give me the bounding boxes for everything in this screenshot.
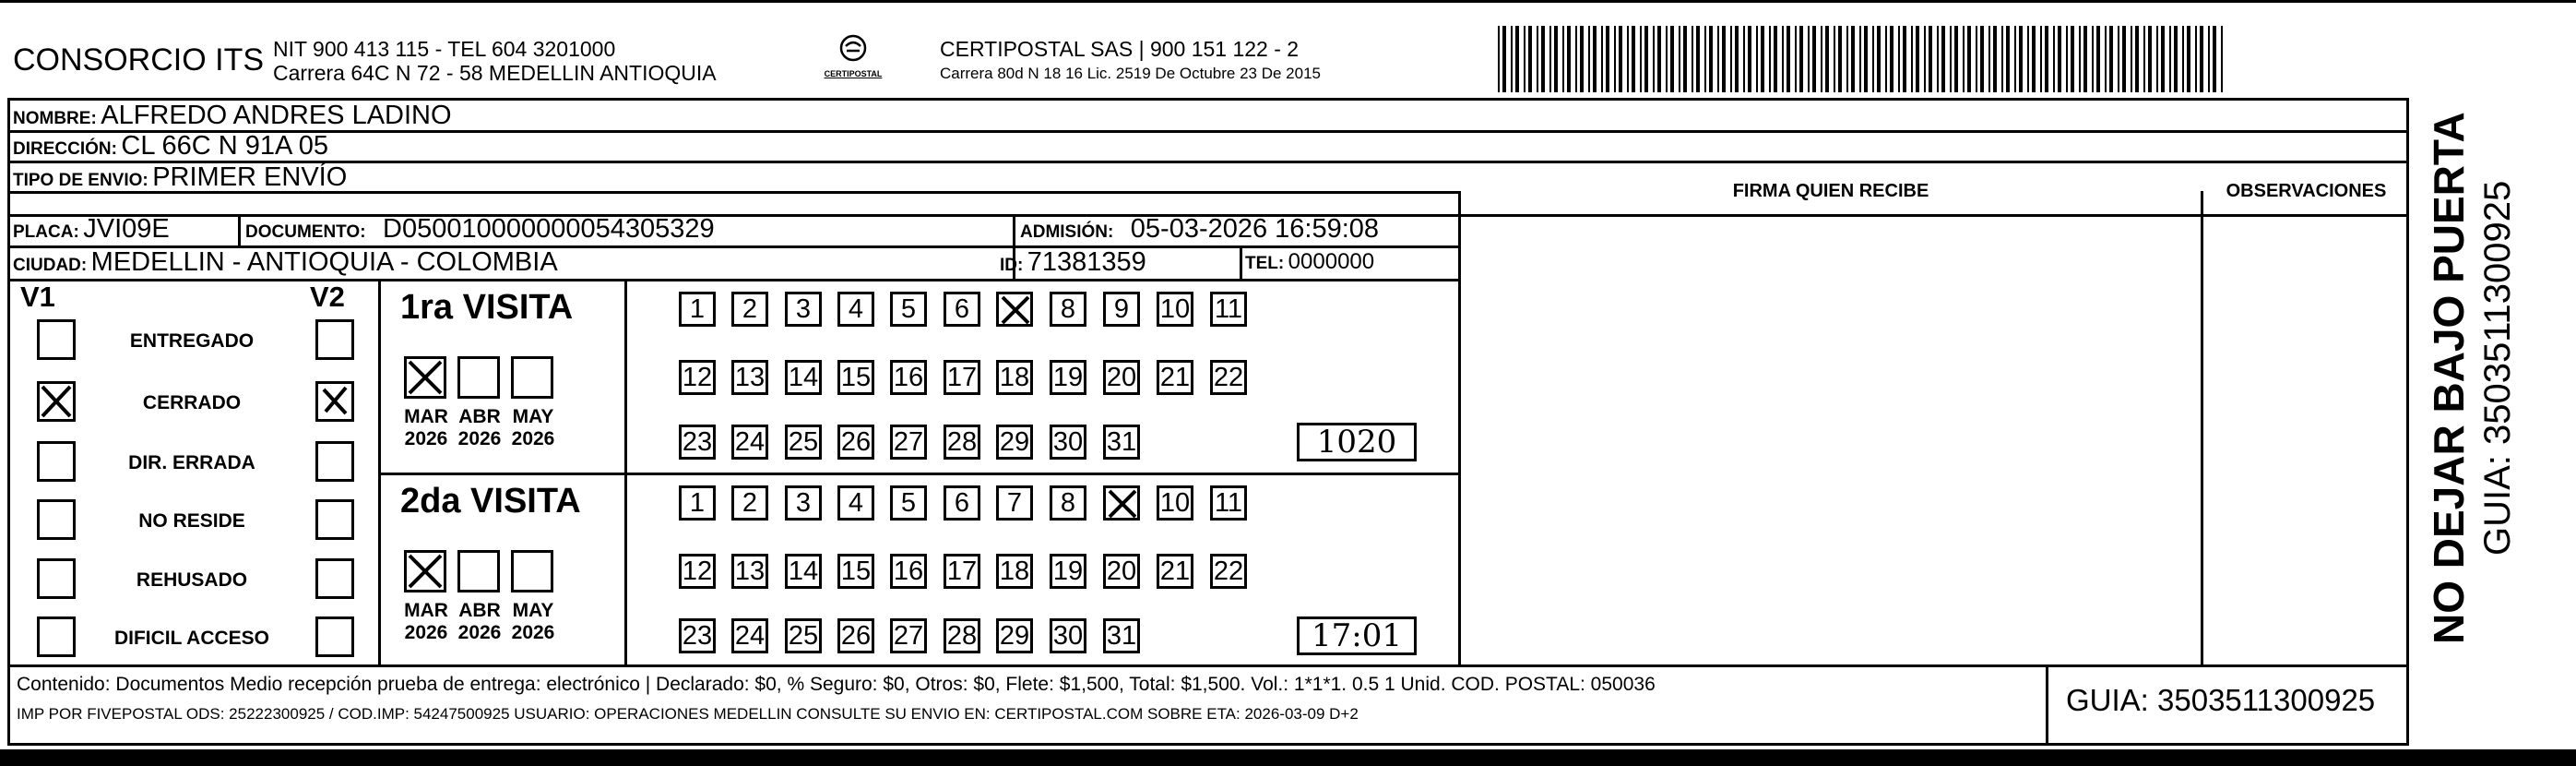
- day-box[interactable]: 13: [731, 360, 768, 395]
- day-box[interactable]: 15: [837, 360, 874, 395]
- day-box[interactable]: 19: [1050, 554, 1086, 589]
- day-box[interactable]: 5: [890, 485, 927, 521]
- v2-checkbox[interactable]: [315, 319, 354, 360]
- logo-text: CERTIPOSTAL: [824, 69, 883, 78]
- address-line: Carrera 64C N 72 - 58 MEDELLIN ANTIOQUIA: [273, 61, 717, 85]
- day-box[interactable]: 6: [944, 485, 980, 521]
- certipostal-logo-icon: [835, 33, 872, 65]
- day-box[interactable]: 29: [996, 425, 1033, 460]
- day-box[interactable]: 28: [944, 618, 980, 653]
- day-box[interactable]: 27: [890, 425, 927, 460]
- status-label: ENTREGADO: [129, 330, 255, 352]
- day-box[interactable]: 5: [890, 292, 927, 327]
- v1-checkbox[interactable]: [37, 441, 76, 482]
- day-box[interactable]: 14: [785, 554, 822, 589]
- ciudad-value: MEDELLIN - ANTIOQUIA - COLOMBIA: [90, 247, 558, 277]
- year-label: 2026: [457, 622, 502, 643]
- tel-value: 0000000: [1288, 249, 1375, 274]
- v1-checkbox[interactable]: [37, 616, 76, 657]
- row-line: [7, 664, 2409, 667]
- year-label: 2026: [511, 622, 555, 643]
- placa-value: JVI09E: [83, 214, 170, 244]
- row-line: [7, 161, 2409, 163]
- col-line: [624, 279, 627, 664]
- day-box[interactable]: 8: [1050, 292, 1086, 327]
- certi-line1: CERTIPOSTAL SAS | 900 151 122 - 2: [940, 37, 1300, 61]
- day-box[interactable]: 23: [679, 425, 716, 460]
- day-box[interactable]: 6: [944, 292, 980, 327]
- v2-checkbox[interactable]: [315, 499, 354, 540]
- month-checkbox[interactable]: [404, 356, 446, 399]
- tipo-value: PRIMER ENVÍO: [152, 162, 348, 192]
- documento-value: D050010000000054305329: [383, 214, 715, 244]
- day-box[interactable]: 28: [944, 425, 980, 460]
- day-box[interactable]: 25: [785, 618, 822, 653]
- day-box[interactable]: 2: [731, 292, 768, 327]
- month-checkbox[interactable]: [511, 356, 553, 399]
- day-box[interactable]: 11: [1210, 292, 1247, 327]
- day-box[interactable]: 14: [785, 360, 822, 395]
- id-label: ID:: [1000, 256, 1024, 275]
- day-box[interactable]: 9: [1103, 292, 1140, 327]
- v1-label: V1: [20, 281, 55, 313]
- day-box[interactable]: 30: [1050, 618, 1086, 653]
- day-box[interactable]: 25: [785, 425, 822, 460]
- admision-row: [1020, 214, 1379, 245]
- bottom-bar: [0, 749, 2576, 766]
- day-box[interactable]: 26: [837, 618, 874, 653]
- month-checkbox[interactable]: [511, 550, 553, 592]
- nombre-label: NOMBRE:: [13, 109, 97, 128]
- observaciones-header: OBSERVACIONES: [2226, 181, 2387, 201]
- day-box[interactable]: 31: [1103, 618, 1140, 653]
- visit-title: 2da VISITA: [400, 482, 581, 521]
- x-mark-icon: [407, 553, 444, 590]
- direccion-label: DIRECCIÓN:: [13, 139, 117, 159]
- row-line: [378, 473, 1461, 475]
- col-line: [1240, 245, 1242, 281]
- nombre-value: ALFREDO ANDRES LADINO: [101, 101, 452, 130]
- side-guia: GUIA: 3503511300925: [2477, 180, 2518, 556]
- nit-line: NIT 900 413 115 - TEL 604 3201000: [273, 37, 616, 61]
- col-line: [1458, 191, 1461, 665]
- col-line: [2201, 191, 2203, 665]
- day-box[interactable]: 10: [1157, 485, 1193, 521]
- day-box[interactable]: 23: [679, 618, 716, 653]
- x-mark-icon: [999, 294, 1032, 326]
- v2-checkbox[interactable]: [315, 441, 354, 482]
- status-label: DIR. ERRADA: [128, 452, 255, 473]
- ciudad-label: CIUDAD:: [13, 256, 88, 275]
- day-box[interactable]: 12: [679, 554, 716, 589]
- year-label: 2026: [404, 622, 448, 643]
- day-box[interactable]: 15: [837, 554, 874, 589]
- v1-checkbox[interactable]: [37, 381, 76, 422]
- month-label: MAR: [404, 406, 448, 427]
- x-mark-icon: [318, 384, 351, 419]
- id-value: 71381359: [1027, 247, 1146, 277]
- v1-checkbox[interactable]: [37, 499, 76, 540]
- admision-label: ADMISIÓN:: [1020, 222, 1114, 242]
- firma-header: FIRMA QUIEN RECIBE: [1732, 181, 1929, 201]
- side-warning: NO DEJAR BAJO PUERTA: [2425, 112, 2473, 644]
- visit-title: 1ra VISITA: [400, 288, 574, 327]
- v2-checkbox[interactable]: [315, 381, 354, 422]
- v2-checkbox[interactable]: [315, 616, 354, 657]
- footer-guia: GUIA: 3503511300925: [2066, 683, 2376, 717]
- year-label: 2026: [457, 428, 502, 449]
- month-checkbox[interactable]: [457, 550, 500, 592]
- month-label: ABR: [458, 406, 501, 427]
- direccion-value: CL 66C N 91A 05: [121, 131, 329, 161]
- status-label: DIFICIL ACCESO: [113, 628, 269, 649]
- tipo-row: [13, 162, 347, 193]
- day-box[interactable]: 18: [996, 554, 1033, 589]
- day-box[interactable]: 16: [890, 360, 927, 395]
- id-row: [1000, 247, 1146, 278]
- day-box[interactable]: 3: [785, 292, 822, 327]
- day-box[interactable]: 27: [890, 618, 927, 653]
- day-box[interactable]: 20: [1103, 554, 1140, 589]
- day-box[interactable]: 29: [996, 618, 1033, 653]
- ciudad-row: [13, 247, 558, 278]
- month-label: MAY: [512, 406, 554, 427]
- month-checkbox[interactable]: [457, 356, 500, 399]
- company-name: CONSORCIO ITS: [13, 42, 265, 78]
- day-box[interactable]: 11: [1210, 485, 1247, 521]
- placa-label: PLACA:: [13, 222, 79, 242]
- day-box[interactable]: 24: [731, 425, 768, 460]
- day-box[interactable]: 2: [731, 485, 768, 521]
- documento-row: [245, 214, 715, 245]
- row-line: [7, 279, 1461, 281]
- time-box[interactable]: 17:01: [1297, 616, 1417, 655]
- certipostal-logo: [812, 33, 895, 89]
- status-label: REHUSADO: [136, 569, 248, 591]
- day-box[interactable]: 19: [1050, 360, 1086, 395]
- year-label: 2026: [404, 428, 448, 449]
- time-box[interactable]: 1020: [1297, 423, 1417, 461]
- v1-checkbox[interactable]: [37, 319, 76, 360]
- certi-line2: Carrera 80d N 18 16 Lic. 2519 De Octubre 23 De 2015: [940, 65, 1321, 82]
- documento-label: DOCUMENTO:: [245, 222, 366, 242]
- footer-line2: IMP POR FIVEPOSTAL ODS: 25222300925 / COD.IMP: 54247500925 USUARIO: OPERACIONES MEDELLIN CONSULTE SU ENVIO EN: CERTIPOSTAL.COM SOBRE ETA: 2026-03-09 D+2: [17, 705, 1359, 723]
- day-box[interactable]: 22: [1210, 360, 1247, 395]
- year-label: 2026: [511, 428, 555, 449]
- barcode: [1496, 26, 2226, 92]
- day-box[interactable]: 24: [731, 618, 768, 653]
- placa-row: [13, 214, 170, 245]
- month-label: MAR: [404, 600, 448, 621]
- nombre-row: [13, 101, 452, 131]
- month-checkbox[interactable]: [404, 550, 446, 592]
- day-box[interactable]: 13: [731, 554, 768, 589]
- x-mark-icon: [1106, 488, 1139, 520]
- day-box[interactable]: 12: [679, 360, 716, 395]
- month-label: ABR: [458, 600, 501, 621]
- day-box[interactable]: 1: [679, 292, 716, 327]
- month-label: MAY: [512, 600, 554, 621]
- day-box[interactable]: 8: [1050, 485, 1086, 521]
- day-box[interactable]: 7: [996, 485, 1033, 521]
- x-mark-icon: [40, 384, 73, 419]
- col-line: [238, 214, 241, 247]
- day-box-checked[interactable]: [996, 292, 1033, 327]
- tel-row: [1245, 249, 1374, 275]
- day-box[interactable]: 20: [1103, 360, 1140, 395]
- day-box[interactable]: 30: [1050, 425, 1086, 460]
- day-box[interactable]: 4: [837, 292, 874, 327]
- day-box[interactable]: 3: [785, 485, 822, 521]
- day-box[interactable]: 21: [1157, 554, 1193, 589]
- admision-value: 05-03-2026 16:59:08: [1130, 214, 1380, 244]
- top-rule: [0, 0, 2576, 3]
- footer-line1: Contenido: Documentos Medio recepción prueba de entrega: electrónico | Declarado: $0, % Seguro: $0, Otros: $0, Flete: $1,500, Total: $1,500. Vol.: 1*1*1. 0.5 1 Unid. COD. POSTAL: 050036: [17, 674, 1656, 695]
- v1-checkbox[interactable]: [37, 558, 76, 599]
- day-box[interactable]: 22: [1210, 554, 1247, 589]
- status-label: NO RESIDE: [138, 510, 245, 532]
- day-box[interactable]: 10: [1157, 292, 1193, 327]
- barcode-graphic: [1496, 26, 2226, 92]
- col-line: [2046, 664, 2048, 746]
- day-box[interactable]: 18: [996, 360, 1033, 395]
- day-box[interactable]: 16: [890, 554, 927, 589]
- status-label: CERRADO: [142, 392, 242, 413]
- day-box[interactable]: 17: [944, 554, 980, 589]
- v2-label: V2: [310, 281, 345, 313]
- day-box[interactable]: 4: [837, 485, 874, 521]
- tel-label: TEL:: [1245, 254, 1285, 273]
- day-box[interactable]: 31: [1103, 425, 1140, 460]
- col-line: [378, 279, 381, 664]
- day-box-checked[interactable]: [1103, 485, 1140, 521]
- x-mark-icon: [407, 359, 444, 396]
- day-box[interactable]: 1: [679, 485, 716, 521]
- day-box[interactable]: 17: [944, 360, 980, 395]
- direccion-row: [13, 131, 328, 162]
- day-box[interactable]: 26: [837, 425, 874, 460]
- tipo-label: TIPO DE ENVIO:: [13, 171, 148, 190]
- v2-checkbox[interactable]: [315, 558, 354, 599]
- day-box[interactable]: 21: [1157, 360, 1193, 395]
